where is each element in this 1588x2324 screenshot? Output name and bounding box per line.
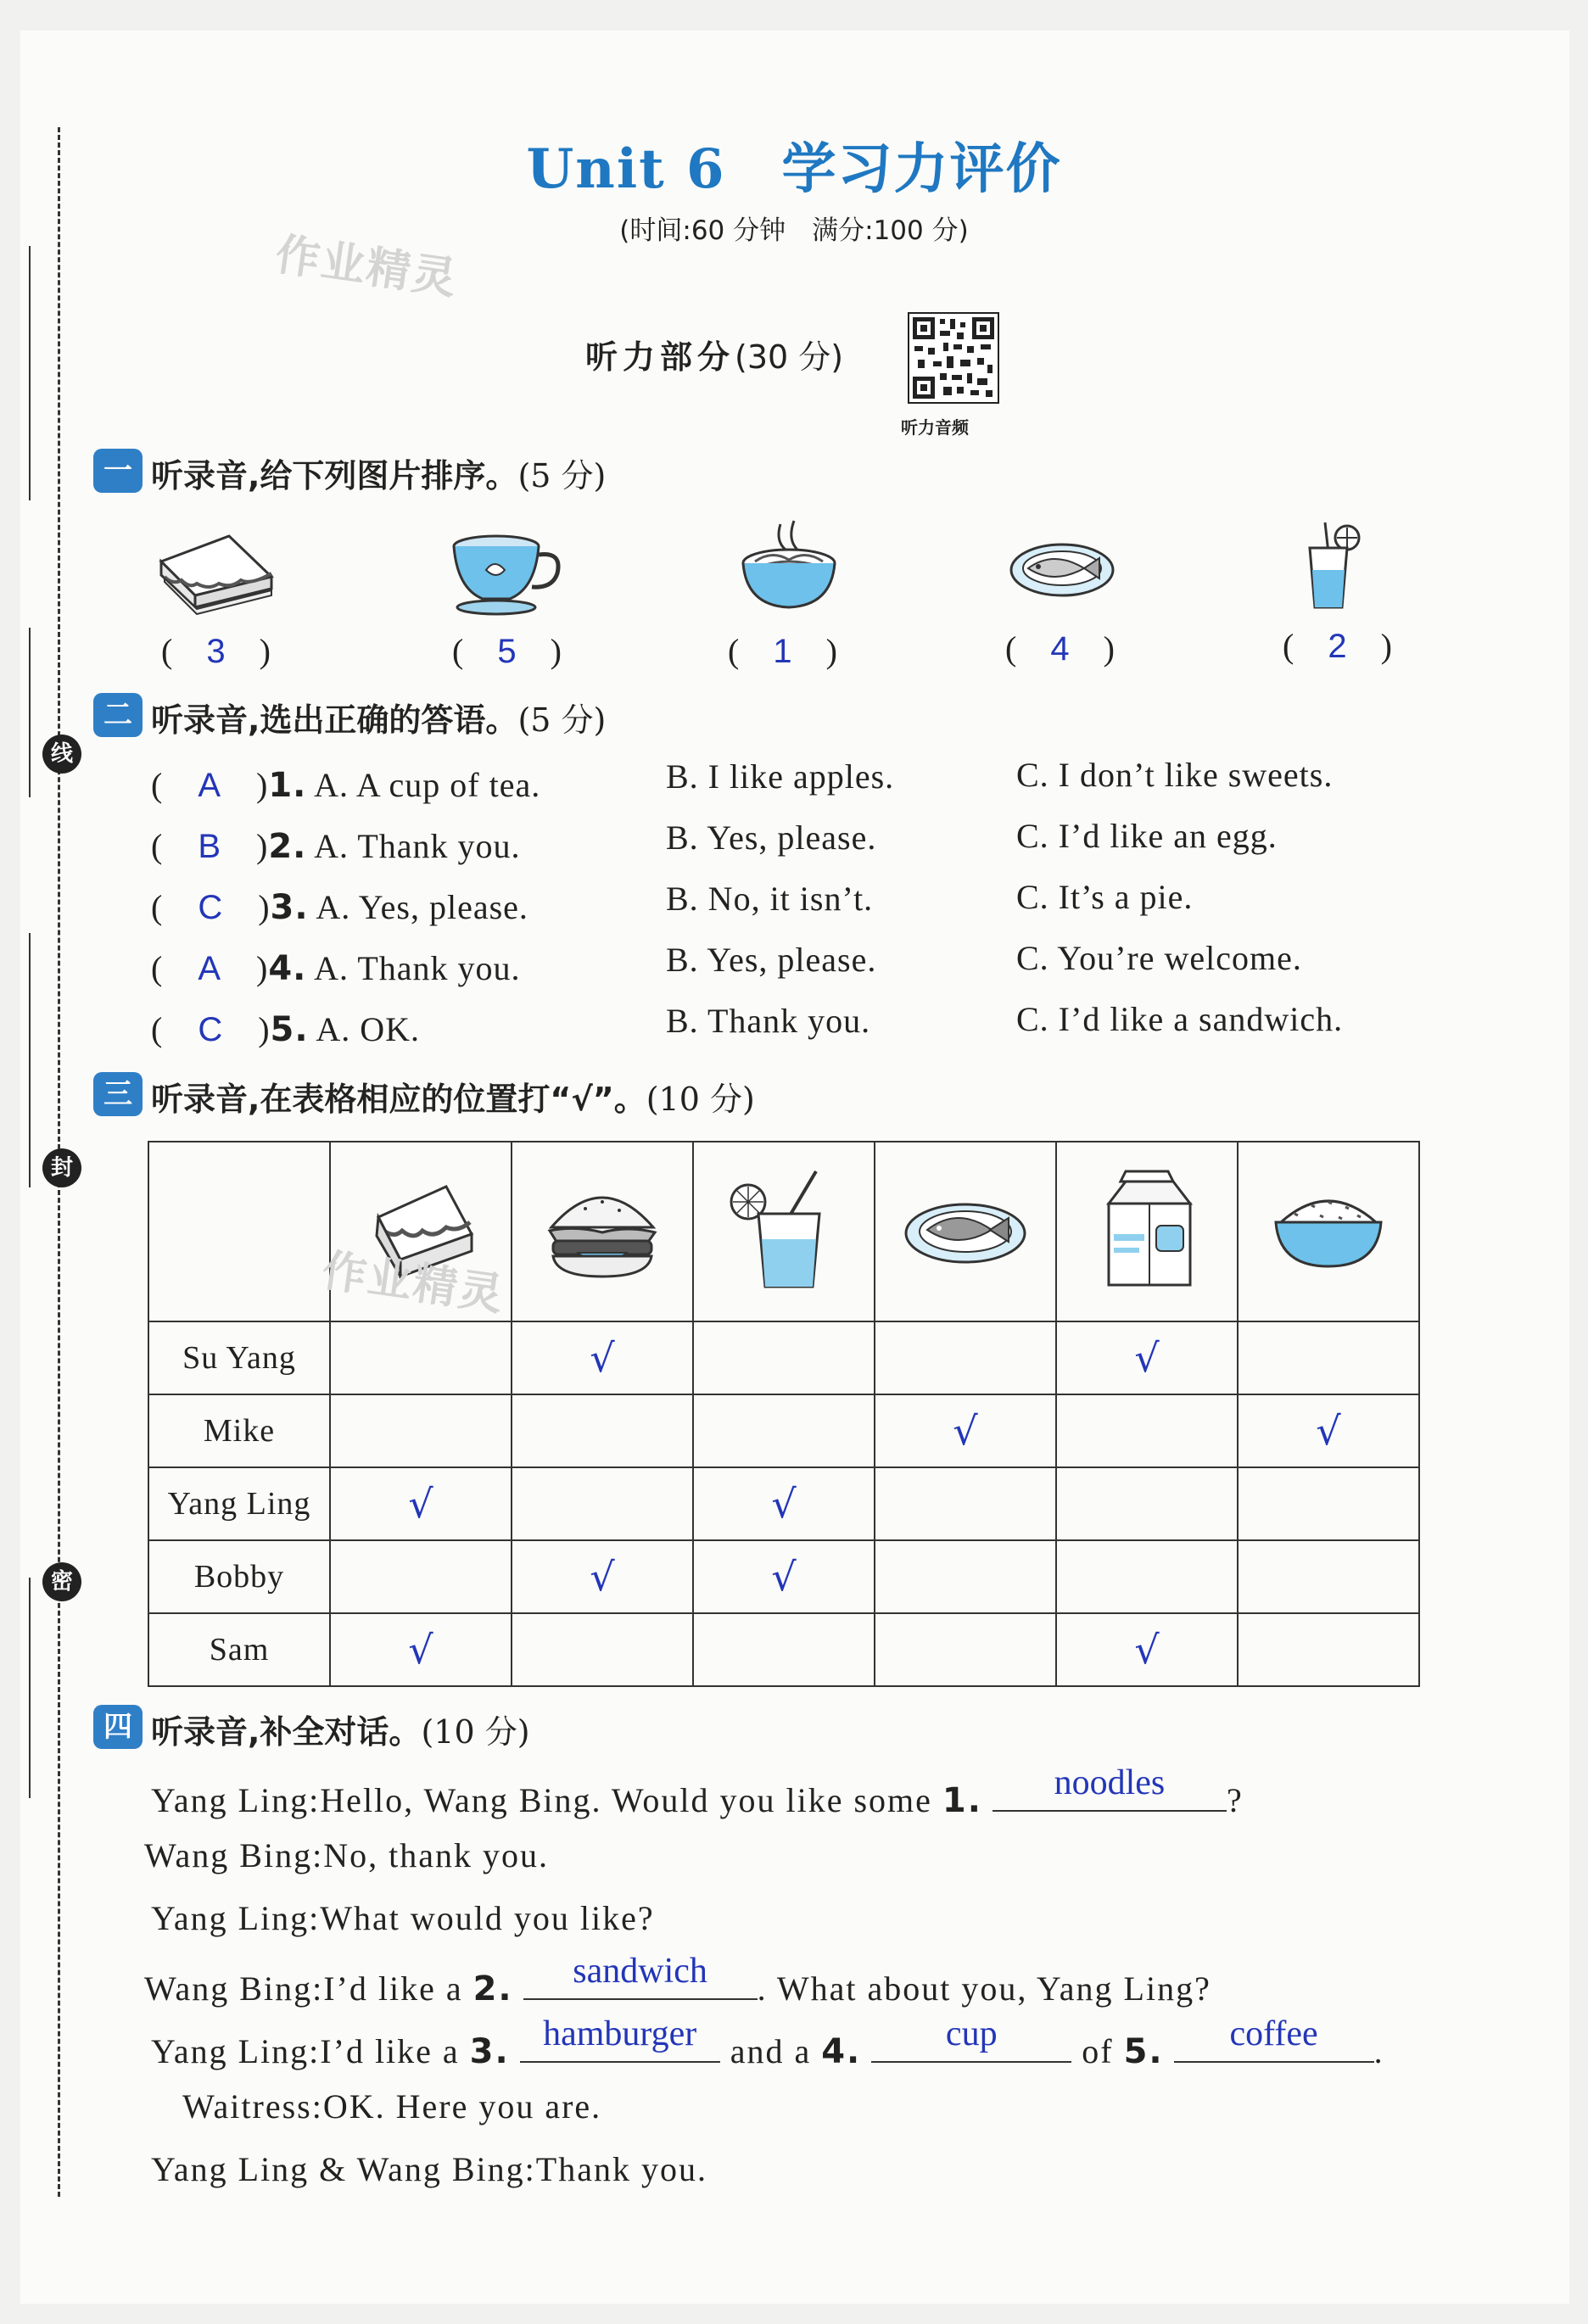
blank-5[interactable]: coffee <box>1174 2024 1374 2063</box>
binding-blank-line <box>29 933 31 1187</box>
listening-heading <box>585 331 843 377</box>
dialogue-line-7: Yang Ling & Wang Bing:Thank you. <box>151 2150 707 2188</box>
tick-cell[interactable]: √ <box>330 1613 512 1686</box>
order-answer-5[interactable]: ( 2 ) <box>1283 627 1392 665</box>
rice-bowl-icon <box>1238 1142 1419 1321</box>
tick-cell[interactable] <box>693 1394 875 1467</box>
binding-blank-line <box>29 246 31 500</box>
tick-cell[interactable] <box>875 1321 1056 1394</box>
listening-points: (30 分) <box>735 338 844 376</box>
tick-cell[interactable] <box>330 1321 512 1394</box>
tick-cell[interactable] <box>1056 1467 1238 1540</box>
blank-1[interactable]: noodles <box>992 1773 1227 1812</box>
dialogue-line-4: Wang Bing:I’d like a 2. sandwich . What about you, Yang Ling? <box>144 1952 1211 2008</box>
tick-cell[interactable] <box>875 1613 1056 1686</box>
option-3c: C. It’s a pie. <box>1016 878 1194 916</box>
tick-cell[interactable] <box>693 1321 875 1394</box>
student-name: Mike <box>148 1394 330 1467</box>
table-row-su-yang <box>148 1321 1419 1394</box>
option-1b: B. I like apples. <box>666 757 895 796</box>
dialogue-line-1: Yang Ling:Hello, Wang Bing. Would you like some 1. noodles ? <box>151 1763 1244 1820</box>
page-subtitle: (时间:60 分钟 满分:100 分) <box>619 215 969 246</box>
watermark: 作业精灵 <box>272 229 461 305</box>
tick-cell[interactable]: √ <box>875 1394 1056 1467</box>
section-2-title <box>151 694 606 740</box>
section-4-points: (10 分) <box>421 1713 530 1751</box>
tick-cell[interactable]: √ <box>693 1467 875 1540</box>
noodles-bowl-icon <box>738 516 840 622</box>
tick-cell[interactable] <box>875 1467 1056 1540</box>
juice-icon <box>693 1142 875 1321</box>
section-2-badge: 二 <box>93 693 143 737</box>
milk-carton-icon <box>1056 1142 1238 1321</box>
option-5b: B. Thank you. <box>666 1002 871 1040</box>
tick-cell[interactable]: √ <box>330 1467 512 1540</box>
student-name: Su Yang <box>148 1321 330 1394</box>
student-name: Sam <box>148 1613 330 1686</box>
answer-1[interactable]: A <box>198 767 222 804</box>
question-1: ( A )1. A. A cup of tea. <box>151 766 541 805</box>
order-answer-1[interactable]: ( 3 ) <box>161 632 271 670</box>
student-name: Yang Ling <box>148 1467 330 1540</box>
binding-mark-feng: 封 <box>42 1148 81 1187</box>
tick-cell[interactable] <box>512 1394 693 1467</box>
binding-blank-line <box>29 1578 31 1798</box>
page-title: Unit 6 学习力评价 <box>526 137 1062 201</box>
watermark: 作业精灵 <box>319 1245 508 1321</box>
tick-cell[interactable] <box>1238 1321 1419 1394</box>
question-3: ( C )3. A. Yes, please. <box>151 888 528 927</box>
section-4-title <box>151 1706 530 1752</box>
tea-cup-icon <box>445 526 564 623</box>
dialogue-line-5: Yang Ling:I’d like a 3. hamburger and a 4. cup of 5. coffee . <box>151 2014 1384 2071</box>
table-row-bobby <box>148 1540 1419 1613</box>
tick-cell[interactable]: √ <box>1238 1394 1419 1467</box>
student-name: Bobby <box>148 1540 330 1613</box>
option-4b: B. Yes, please. <box>666 941 877 979</box>
tick-cell[interactable] <box>1056 1540 1238 1613</box>
tick-cell[interactable] <box>512 1467 693 1540</box>
order-answer-3[interactable]: ( 1 ) <box>728 632 837 670</box>
tick-cell[interactable] <box>1238 1540 1419 1613</box>
order-answer-4[interactable]: ( 4 ) <box>1005 629 1115 668</box>
tick-cell[interactable] <box>512 1613 693 1686</box>
qr-code-icon[interactable] <box>908 312 999 404</box>
tick-cell[interactable]: √ <box>1056 1613 1238 1686</box>
section-4-badge: 四 <box>93 1705 143 1749</box>
tick-cell[interactable] <box>1238 1467 1419 1540</box>
section-1-points: (5 分) <box>517 457 607 494</box>
dialogue-line-3: Yang Ling:What would you like? <box>151 1899 655 1937</box>
question-4: ( A )4. A. Thank you. <box>151 949 521 988</box>
table-row-mike <box>148 1394 1419 1467</box>
juice-glass-icon <box>1300 519 1367 617</box>
food-tick-table <box>148 1141 1420 1687</box>
tick-cell[interactable] <box>875 1540 1056 1613</box>
answer-2[interactable]: B <box>198 828 222 865</box>
answer-5[interactable]: C <box>198 1011 224 1048</box>
binding-mark-mi: 密 <box>42 1562 81 1601</box>
fish-icon <box>875 1142 1056 1321</box>
section-1-badge: 一 <box>93 449 143 493</box>
table-corner-cell <box>148 1142 330 1321</box>
listening-heading-text: 听力部分 <box>585 338 735 376</box>
qr-code-label: 听力音频 <box>901 417 969 438</box>
dialogue-line-2: Wang Bing:No, thank you. <box>144 1836 549 1874</box>
option-2b: B. Yes, please. <box>666 818 877 857</box>
option-4c: C. You’re welcome. <box>1016 939 1302 977</box>
option-2c: C. I’d like an egg. <box>1016 817 1278 855</box>
binding-blank-line <box>29 628 31 797</box>
tick-cell[interactable]: √ <box>693 1540 875 1613</box>
tick-cell[interactable]: √ <box>512 1540 693 1613</box>
table-row-yang-ling <box>148 1467 1419 1540</box>
tick-cell[interactable] <box>330 1394 512 1467</box>
tick-cell[interactable]: √ <box>512 1321 693 1394</box>
blank-3[interactable]: hamburger <box>520 2024 720 2063</box>
binding-mark-xian: 线 <box>42 735 81 774</box>
tick-cell[interactable] <box>1238 1613 1419 1686</box>
order-answer-2[interactable]: ( 5 ) <box>452 632 562 670</box>
tick-cell[interactable] <box>693 1613 875 1686</box>
answer-3[interactable]: C <box>198 889 224 926</box>
blank-4[interactable]: cup <box>871 2024 1071 2063</box>
question-2: ( B )2. A. Thank you. <box>151 827 521 866</box>
blank-2[interactable]: sandwich <box>523 1961 758 2000</box>
option-1c: C. I don’t like sweets. <box>1016 756 1334 794</box>
section-4-title-text: 听录音,补全对话。 <box>151 1713 422 1751</box>
tick-cell[interactable] <box>330 1540 512 1613</box>
section-3-title-text: 听录音,在表格相应的位置打“√”。 <box>151 1081 646 1118</box>
table-row-sam <box>148 1613 1419 1686</box>
dialogue-line-6: Waitress:OK. Here you are. <box>182 2087 602 2126</box>
fish-plate-icon <box>1008 534 1118 606</box>
section-2-title-text: 听录音,选出正确的答语。 <box>151 701 518 739</box>
section-3-badge: 三 <box>93 1072 143 1116</box>
section-3-title <box>151 1073 755 1120</box>
option-5c: C. I’d like a sandwich. <box>1016 1000 1344 1038</box>
answer-4[interactable]: A <box>198 950 222 987</box>
tick-cell[interactable] <box>1056 1394 1238 1467</box>
hamburger-icon <box>512 1142 693 1321</box>
section-1-title-text: 听录音,给下列图片排序。 <box>151 457 518 494</box>
section-1-title <box>151 450 606 496</box>
option-3b: B. No, it isn’t. <box>666 880 874 918</box>
question-5: ( C )5. A. OK. <box>151 1010 421 1049</box>
sandwich-icon <box>153 526 280 623</box>
section-2-points: (5 分) <box>517 701 607 739</box>
tick-cell[interactable]: √ <box>1056 1321 1238 1394</box>
section-3-points: (10 分) <box>646 1081 755 1118</box>
